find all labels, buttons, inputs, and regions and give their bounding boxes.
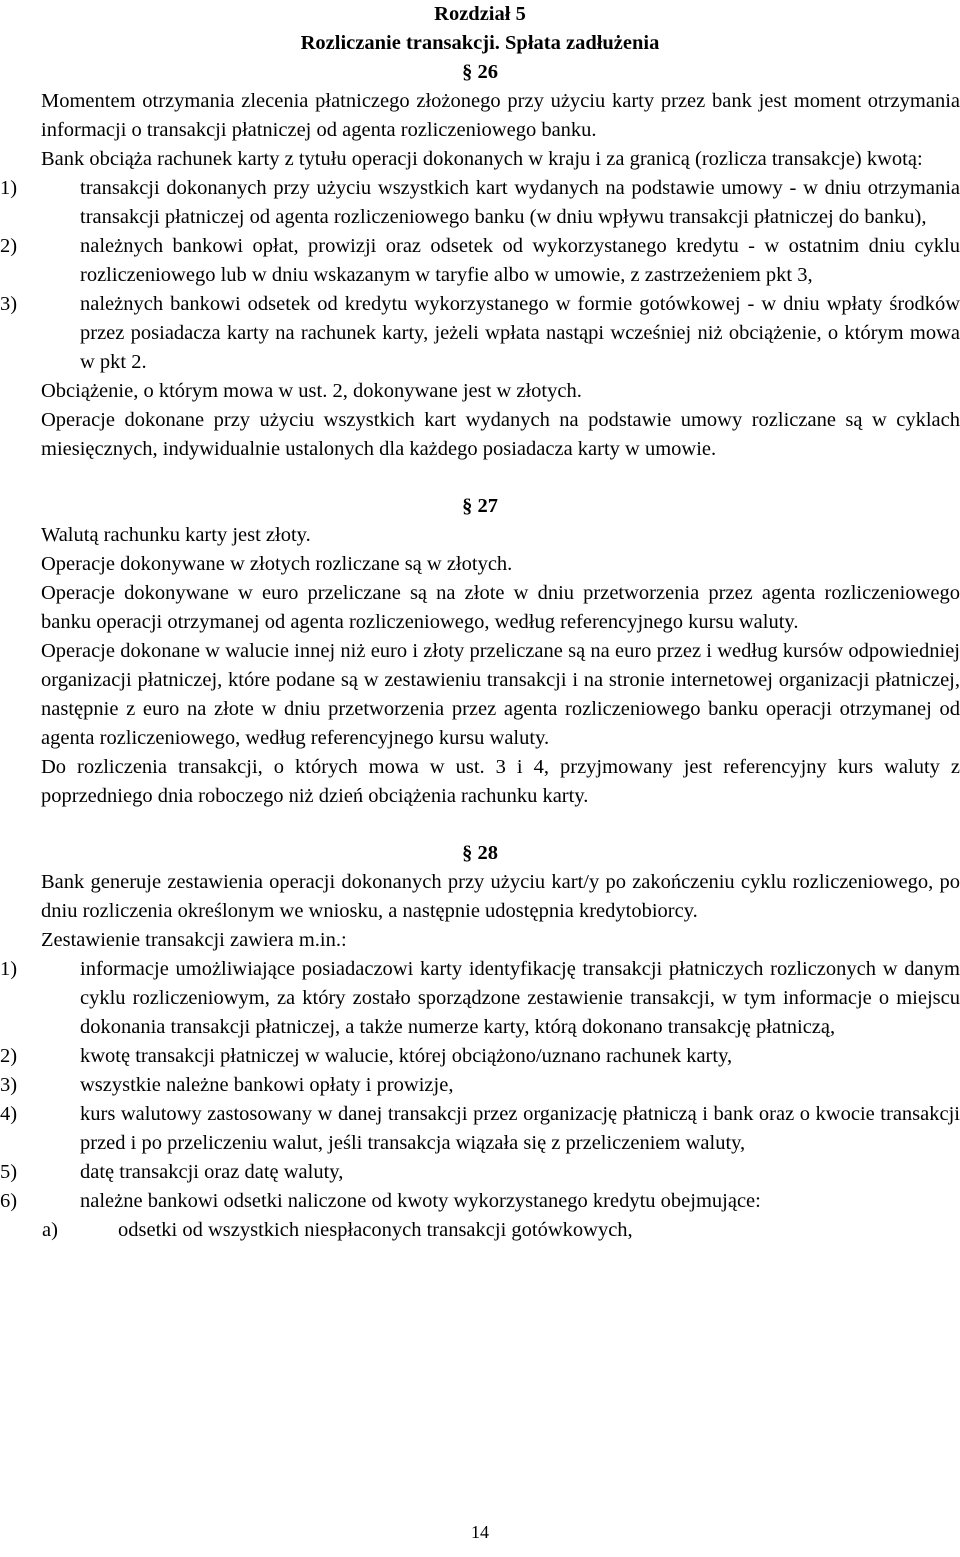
item-text: należnych bankowi opłat, prowizji oraz odsetek od wykorzystanego kredytu - w ostatnim dniu cyklu rozliczeniowego lub w dniu wskazanym w taryfie albo w umowie, z zastrzeżeniem pkt 3, bbox=[80, 235, 960, 286]
item-number: 1) bbox=[0, 958, 18, 980]
item-text: Bank generuje zestawienia operacji dokonanych przy użyciu kart/y po zakończeniu cyklu rozliczeniowego, po dniu rozliczenia określonym we wniosku, a następnie udostępnia kredytobiorcy. bbox=[41, 871, 960, 922]
item-number bbox=[8, 753, 41, 782]
item-number: 6) bbox=[0, 1190, 18, 1212]
item-text: Bank obciąża rachunek karty z tytułu operacji dokonanych w kraju i za granicą (rozlicza transakcje) kwotą: bbox=[41, 148, 923, 170]
section-spacer bbox=[0, 464, 960, 492]
item-text: odsetki od wszystkich niespłaconych transakcji gotówkowych, bbox=[118, 1219, 633, 1241]
paragraph bbox=[0, 868, 960, 926]
item-text: kurs walutowy zastosowany w danej transakcji przez organizację płatniczą i bank oraz o kwocie transakcji przed i po przeliczeniu walut, jeśli transakcja wiązała się z przeliczeniem waluty, bbox=[80, 1103, 960, 1154]
section-symbol: § bbox=[462, 61, 473, 83]
item-text: Walutą rachunku karty jest złoty. bbox=[41, 524, 311, 546]
section-number: 28 bbox=[472, 842, 498, 864]
list-item bbox=[0, 1071, 960, 1100]
item-number: a) bbox=[42, 1219, 58, 1241]
section-heading bbox=[0, 839, 960, 868]
item-text: Zestawienie transakcji zawiera m.in.: bbox=[41, 929, 347, 951]
paragraph bbox=[0, 579, 960, 637]
item-number bbox=[8, 521, 41, 550]
paragraph bbox=[0, 87, 960, 145]
item-number: 4) bbox=[0, 1103, 18, 1125]
section-number: 26 bbox=[472, 61, 498, 83]
item-number: 1) bbox=[0, 177, 18, 199]
page-number: 14 bbox=[471, 1522, 489, 1542]
item-number bbox=[8, 579, 41, 608]
item-number bbox=[8, 377, 41, 406]
list-item bbox=[0, 1187, 960, 1216]
section-symbol: § bbox=[462, 495, 473, 517]
list-item bbox=[0, 1158, 960, 1187]
paragraph bbox=[0, 521, 960, 550]
list-item bbox=[0, 1100, 960, 1158]
sub-list-item bbox=[0, 1216, 960, 1245]
item-number bbox=[8, 550, 41, 579]
item-number bbox=[8, 145, 41, 174]
paragraph bbox=[0, 550, 960, 579]
item-text: Do rozliczenia transakcji, o których mowa w ust. 3 i 4, przyjmowany jest referencyjny kurs waluty z poprzedniego dnia roboczego niż dzień obciążenia rachunku karty. bbox=[41, 756, 960, 807]
paragraph bbox=[0, 145, 960, 174]
item-text: kwotę transakcji płatniczej w walucie, której obciążono/uznano rachunek karty, bbox=[80, 1045, 733, 1067]
item-text: Obciążenie, o którym mowa w ust. 2, dokonywane jest w złotych. bbox=[41, 380, 582, 402]
item-number bbox=[8, 87, 41, 116]
item-text: transakcji dokonanych przy użyciu wszystkich kart wydanych na podstawie umowy - w dniu otrzymania transakcji płatniczej od agenta rozliczeniowego banku (w dniu wpływu transakcji płatniczej do banku), bbox=[80, 177, 960, 228]
paragraph bbox=[0, 637, 960, 753]
section-number: 27 bbox=[472, 495, 498, 517]
list-item bbox=[0, 232, 960, 290]
list-item bbox=[0, 955, 960, 1042]
item-text: Operacje dokonane w walucie innej niż euro i złoty przeliczane są na euro przez i według kursów odpowiedniej organizacji płatniczej, które podane są w zestawieniu transakcji i na stronie internetowej organizacji płatniczej, następnie z euro na złote w dniu przetworzenia przez agenta rozliczeniowego banku operacji otrzymanej od agenta rozliczeniowego, według referencyjnego kursu waluty. bbox=[41, 640, 960, 749]
item-text: Momentem otrzymania zlecenia płatniczego złożonego przy użyciu karty przez bank jest moment otrzymania informacji o transakcji płatniczej od agenta rozliczeniowego banku. bbox=[41, 90, 960, 141]
item-number: 2) bbox=[0, 1045, 18, 1067]
item-text: Operacje dokonywane w euro przeliczane są na złote w dniu przetworzenia przez agenta rozliczeniowego banku operacji otrzymanej od agenta rozliczeniowego, według referencyjnego kursu waluty. bbox=[41, 582, 960, 633]
item-text: Operacje dokonywane w złotych rozliczane są w złotych. bbox=[41, 553, 513, 575]
item-text: należne bankowi odsetki naliczone od kwoty wykorzystanego kredytu obejmujące: bbox=[80, 1190, 761, 1212]
section-symbol: § bbox=[462, 842, 473, 864]
item-number: 5) bbox=[0, 1161, 18, 1183]
item-number bbox=[8, 637, 41, 666]
item-number: 3) bbox=[0, 293, 18, 315]
item-text: informacje umożliwiające posiadaczowi karty identyfikację transakcji płatniczych rozliczonych w danym cyklu rozliczeniowym, za który zostało sporządzone zestawienie transakcji, w tym informacje o miejscu dokonania transakcji płatniczej, a także numerze karty, którą dokonano transakcję płatniczą, bbox=[80, 958, 960, 1038]
item-text: datę transakcji oraz datę waluty, bbox=[80, 1161, 344, 1183]
document-body bbox=[0, 58, 960, 1245]
paragraph bbox=[0, 377, 960, 406]
paragraph bbox=[0, 753, 960, 811]
list-item bbox=[0, 174, 960, 232]
section-heading bbox=[0, 58, 960, 87]
item-text: Operacje dokonane przy użyciu wszystkich kart wydanych na podstawie umowy rozliczane są w cyklach miesięcznych, indywidualnie ustalonych dla każdego posiadacza karty w umowie. bbox=[41, 409, 960, 460]
section-spacer bbox=[0, 811, 960, 839]
section-heading bbox=[0, 492, 960, 521]
paragraph bbox=[0, 406, 960, 464]
item-text: wszystkie należne bankowi opłaty i prowizje, bbox=[80, 1074, 454, 1096]
item-text: należnych bankowi odsetek od kredytu wykorzystanego w formie gotówkowej - w dniu wpłaty środków przez posiadacza karty na rachunek karty, jeżeli wpłata nastąpi wcześniej niż obciążenie, o którym mowa w pkt 2. bbox=[80, 293, 960, 373]
item-number bbox=[8, 406, 41, 435]
item-number bbox=[8, 926, 41, 955]
item-number: 2) bbox=[0, 235, 18, 257]
item-number: 3) bbox=[0, 1074, 18, 1096]
list-item bbox=[0, 1042, 960, 1071]
chapter-title: Rozliczanie transakcji. Spłata zadłużenia bbox=[300, 32, 660, 54]
paragraph bbox=[0, 926, 960, 955]
item-number bbox=[8, 868, 41, 897]
chapter-heading: Rozdział 5 bbox=[434, 3, 526, 25]
list-item bbox=[0, 290, 960, 377]
